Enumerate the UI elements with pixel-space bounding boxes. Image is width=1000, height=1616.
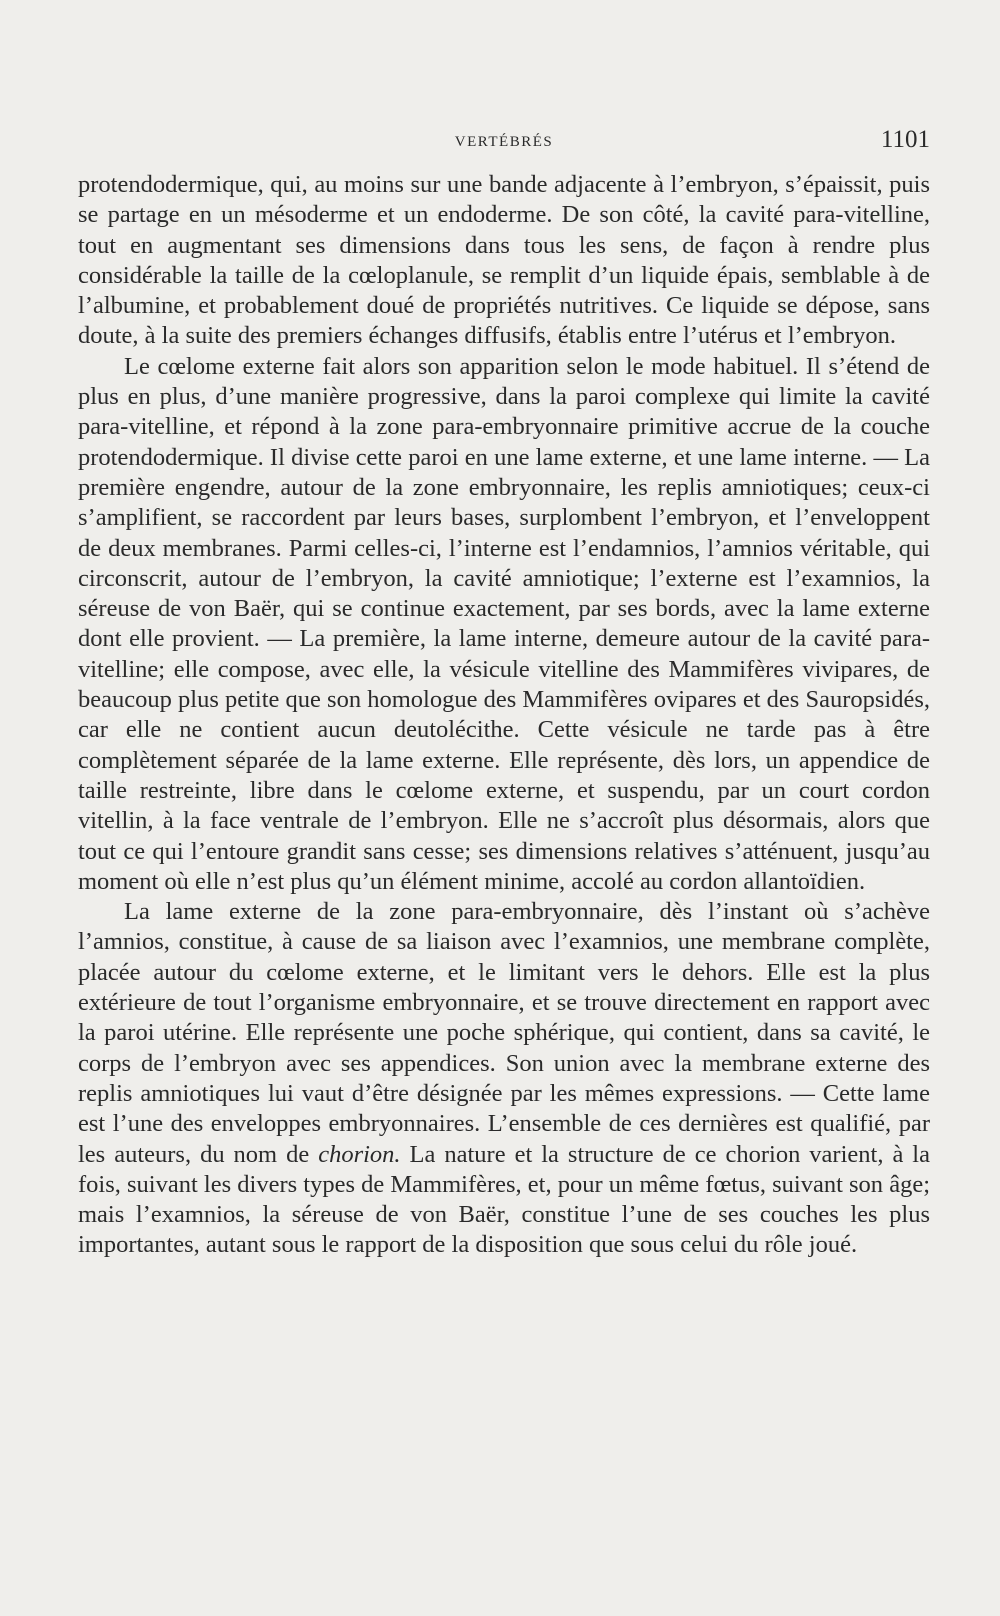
page-header [78, 126, 930, 156]
paragraph-1: protendodermique, qui, au moins sur une bande adjacente à l’embryon, s’épaissit, puis se partage en un mésoderme et un endoderme. De son côté, la cavité para-vitelline, tout en augmentant ses dimensions dans tous les sens, de façon à rendre plus considérable la taille de la cœloplanule, se remplit d’un liquide épais, semblable à de l’albumine, et probablement doué de propriétés nutritives. Ce liquide se dépose, sans doute, à la suite des premiers échanges diffusifs, établis entre l’utérus et l’embryon. [78, 171, 930, 350]
paragraph-3-text-before: La lame externe de la zone para-embryonnaire, dès l’instant où s’achève l’amnios, constitue, à cause de sa liaison avec l’examnios, une membrane complète, placée autour du cœlome externe, et le limitant vers le dehors. Elle est la plus extérieure de tout l’organisme embryonnaire, et se trouve directement en rapport avec la paroi utérine. Elle représente une poche sphérique, qui contient, dans sa cavité, le corps de l’embryon avec ses appendices. Son union avec la membrane externe des replis amniotiques lui vaut d’être désignée par les mêmes expressions. — Cette lame est l’une des enveloppes embryonnaires. L’ensemble de ces dernières est qualifié, par les auteurs, du nom de [78, 898, 930, 1168]
running-head: VERTÉBRÉS [454, 134, 554, 150]
emphasized-term: chorion. [318, 1140, 401, 1168]
paragraph-3-text-after: La nature et la structure de ce chorion varient, à la fois, suivant les divers types de Mammifères, et, pour un même fœtus, suivant son âge; mais l’examnios, la séreuse de von Baër, constitue l’une de ses couches les plus importantes, autant sous le rapport de la disposition que sous celui du rôle joué. [78, 1140, 930, 1259]
page-number: 1101 [880, 126, 930, 153]
paragraph-3 [78, 897, 930, 1261]
body-text [78, 170, 930, 1261]
paragraph-2: Le cœlome externe fait alors son apparition selon le mode habituel. Il s’étend de plus en plus, d’une manière progressive, dans la paroi complexe qui limite la cavité para-vitelline, et répond à la zone para-embryonnaire primitive accrue de la couche protendodermique. Il divise cette paroi en une lame externe, et une lame interne. — La première engendre, autour de la zone embryonnaire, les replis amniotiques; ceux-ci s’amplifient, se raccordent par leurs bases, surplombent l’embryon, et l’enveloppent de deux membranes. Parmi celles-ci, l’interne est l’endamnios, l’amnios véritable, qui circonscrit, autour de l’embryon, la cavité amniotique; l’externe est l’examnios, la séreuse de von Baër, qui se continue exactement, par ses bords, avec la lame externe dont elle provient. — La première, la lame interne, demeure autour de la cavité para-vitelline; elle compose, avec elle, la vésicule vitelline des Mammifères vivipares, de beaucoup plus petite que son homologue des Mammifères ovipares et des Sauropsidés, car elle ne contient aucun deutolécithe. Cette vésicule ne tarde pas à être complètement séparée de la lame externe. Elle représente, dès lors, un appendice de taille restreinte, libre dans le cœlome externe, et suspendu, par un court cordon vitellin, à la face ventrale de l’embryon. Elle ne s’accroît plus désormais, alors que tout ce qui l’entoure grandit sans cesse; ses dimensions relatives s’atténuent, jusqu’au moment où elle n’est plus qu’un élément minime, accolé au cordon allantoïdien. [78, 352, 930, 895]
